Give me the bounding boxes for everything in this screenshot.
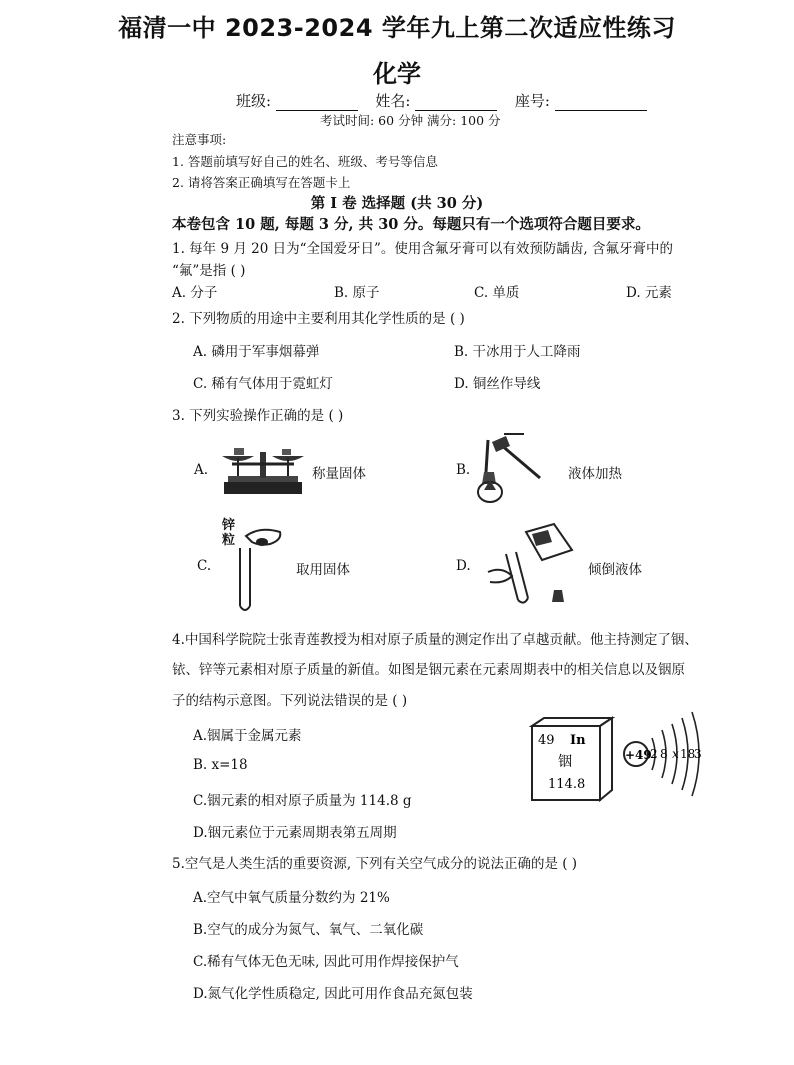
balance-scale-illustration bbox=[218, 436, 308, 498]
exam-title: 福清一中 2023-2024 学年九上第二次适应性练习 bbox=[118, 14, 676, 42]
solid-taking-illustration bbox=[232, 522, 292, 614]
q1-option-a[interactable]: A. 分子 bbox=[172, 285, 218, 301]
element-mass: 114.8 bbox=[548, 777, 586, 792]
q4-stem-line1: 4.中国科学院院士张青莲教授为相对原子质量的测定作出了卓越贡献。他主持测定了铟、 bbox=[172, 632, 698, 648]
shell-5-electrons: 3 bbox=[694, 747, 702, 761]
nucleus-charge: +49 bbox=[625, 748, 652, 762]
element-name: 铟 bbox=[558, 754, 572, 770]
class-label: 班级: bbox=[236, 92, 272, 110]
q2-stem: 2. 下列物质的用途中主要利用其化学性质的是 ( ) bbox=[172, 311, 465, 327]
shell-1-electrons: 2 bbox=[650, 747, 658, 761]
q2-option-c[interactable]: C. 稀有气体用于霓虹灯 bbox=[193, 376, 333, 392]
class-blank[interactable] bbox=[276, 96, 358, 111]
section-instruction: 本卷包含 10 题, 每题 3 分, 共 30 分。每题只有一个选项符合题目要求。 bbox=[172, 216, 650, 233]
q2-option-b[interactable]: B. 干冰用于人工降雨 bbox=[454, 344, 581, 360]
liquid-heating-illustration bbox=[480, 432, 560, 512]
q3-option-d-label: 倾倒液体 bbox=[588, 562, 642, 578]
q3-stem: 3. 下列实验操作正确的是 ( ) bbox=[172, 408, 344, 424]
pouring-liquid-illustration bbox=[482, 520, 582, 610]
q5-option-a[interactable]: A.空气中氧气质量分数约为 21% bbox=[193, 890, 390, 906]
q1-option-c[interactable]: C. 单质 bbox=[474, 285, 520, 301]
zinc-char-2: 粒 bbox=[222, 533, 236, 548]
element-atomic-number: 49 bbox=[538, 733, 555, 748]
q3-option-d-letter[interactable]: D. bbox=[456, 558, 471, 574]
q3-option-c-label: 取用固体 bbox=[296, 562, 350, 578]
shell-2-electrons: 8 bbox=[660, 747, 668, 761]
q3-option-a-label: 称量固体 bbox=[312, 466, 366, 482]
shell-4-electrons: 18 bbox=[680, 747, 696, 761]
q4-stem-line3: 子的结构示意图。下列说法错误的是 ( ) bbox=[172, 693, 408, 709]
q2-option-d[interactable]: D. 铜丝作导线 bbox=[454, 376, 541, 392]
q4-option-a[interactable]: A.铟属于金属元素 bbox=[193, 728, 302, 744]
q4-option-c[interactable]: C.铟元素的相对原子质量为 114.8 g bbox=[193, 793, 412, 809]
q3-option-c-letter[interactable]: C. bbox=[197, 558, 212, 574]
exam-info: 考试时间: 60 分钟 满分: 100 分 bbox=[320, 113, 501, 128]
name-label: 姓名: bbox=[375, 92, 411, 110]
q4-stem-line2: 铱、锌等元素相对原子质量的新值。如图是铟元素在元素周期表中的相关信息以及铟原 bbox=[172, 662, 685, 678]
element-symbol: In bbox=[570, 733, 586, 748]
notes-heading: 注意事项: bbox=[172, 132, 227, 147]
q4-option-d[interactable]: D.铟元素位于元素周期表第五周期 bbox=[193, 825, 397, 841]
q5-option-d[interactable]: D.氮气化学性质稳定, 因此可用作食品充氮包装 bbox=[193, 986, 473, 1002]
indium-atom-structure-diagram bbox=[618, 706, 718, 806]
element-cell-indium bbox=[530, 716, 614, 802]
q5-option-b[interactable]: B.空气的成分为氮气、氧气、二氧化碳 bbox=[193, 922, 424, 938]
q2-option-a[interactable]: A. 磷用于军事烟幕弹 bbox=[193, 344, 320, 360]
q3-option-b-letter[interactable]: B. bbox=[456, 462, 471, 478]
seat-label: 座号: bbox=[514, 92, 550, 110]
name-blank[interactable] bbox=[415, 96, 497, 111]
q4-option-b[interactable]: B. x=18 bbox=[193, 757, 248, 773]
note-item: 2. 请将答案正确填写在答题卡上 bbox=[172, 175, 351, 190]
q1-option-b[interactable]: B. 原子 bbox=[334, 285, 380, 301]
q5-option-c[interactable]: C.稀有气体无色无味, 因此可用作焊接保护气 bbox=[193, 954, 459, 970]
section-title: 第 I 卷 选择题 (共 30 分) bbox=[310, 195, 484, 212]
q5-stem: 5.空气是人类生活的重要资源, 下列有关空气成分的说法正确的是 ( ) bbox=[172, 856, 578, 872]
student-info-row bbox=[236, 90, 647, 111]
note-item: 1. 答题前填写好自己的姓名、班级、考号等信息 bbox=[172, 154, 438, 169]
shell-3-electrons: x bbox=[672, 747, 679, 761]
q1-stem-line1: 1. 每年 9 月 20 日为“全国爱牙日”。使用含氟牙膏可以有效预防龋齿, 含氟牙膏中的 bbox=[172, 241, 673, 257]
q3-option-b-label: 液体加热 bbox=[568, 466, 622, 482]
q1-option-d[interactable]: D. 元素 bbox=[626, 285, 672, 301]
zinc-char-1: 锌 bbox=[222, 518, 236, 533]
q3-option-a-letter[interactable]: A. bbox=[194, 462, 209, 478]
seat-blank[interactable] bbox=[555, 96, 647, 111]
subject-title: 化学 bbox=[373, 60, 421, 88]
q1-stem-line2: “氟”是指 ( ) bbox=[172, 263, 246, 279]
